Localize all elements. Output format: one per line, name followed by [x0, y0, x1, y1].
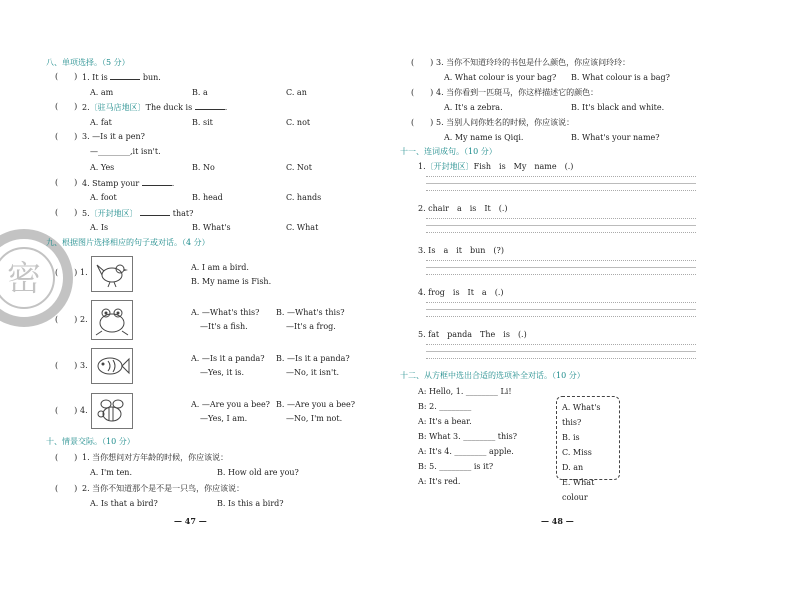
bird-picture: [91, 256, 133, 292]
option-a: A. What colour is your bag?: [444, 73, 557, 82]
option-a: A. foot: [90, 193, 117, 202]
question-3: 3. 当你不知道玲玲的书包是什么颜色，你应该问玲玲：: [436, 58, 631, 67]
option-item: A. What's this?: [562, 403, 601, 427]
section-9-title: 九、根据图片选择相应的句子或对话。（4 分）: [46, 238, 210, 247]
picture-number: 2.: [80, 315, 88, 324]
option-b: B. What colour is a bag?: [571, 73, 670, 82]
answer-paren: ( ): [55, 72, 78, 81]
writing-lines: [426, 296, 696, 317]
section-11-title: 十一、连词成句。（10 分）: [400, 147, 497, 156]
fish-picture: [91, 348, 133, 384]
option-c: C. not: [286, 118, 311, 127]
region-tag: 〔开封地区〕: [89, 209, 138, 218]
sentence-1-words: 1.〔开封地区〕Fish is My name (.): [418, 162, 574, 171]
option-b: B. It's black and white.: [571, 103, 665, 112]
option-a: A. I'm ten.: [90, 468, 132, 477]
option-c: C. hands: [286, 193, 322, 202]
dialogue-line: B: What 3. ________ this?: [418, 432, 518, 441]
question-3: 3. —Is it a pen?: [82, 132, 145, 141]
writing-lines: [426, 212, 696, 233]
answer-paren: ( ): [55, 315, 78, 324]
option-b-line2: —No, it isn't.: [286, 368, 339, 377]
writing-lines: [426, 338, 696, 359]
dialogue-line: A: It's a bear.: [418, 417, 472, 426]
option-item: D. an: [562, 463, 584, 472]
writing-lines: [426, 170, 696, 191]
question-2: 2.〔驻马店地区〕The duck is .: [82, 103, 228, 112]
frog-picture: [91, 300, 133, 340]
dialogue-line: A: It's red.: [418, 477, 461, 486]
option-b: B. Is this a bird?: [217, 499, 284, 508]
svg-text:密: 密: [7, 259, 41, 299]
option-a: A. Is: [90, 223, 109, 232]
option-item: B. is: [562, 433, 580, 442]
page-number-right: — 48 —: [541, 516, 574, 526]
answer-paren: ( ): [55, 208, 78, 217]
option-c: C. Not: [286, 163, 312, 172]
option-c: C. What: [286, 223, 319, 232]
question-5: 5. 当别人问你姓名的时候，你应该说：: [436, 118, 575, 127]
section-10-title: 十、情景交际。（10 分）: [46, 437, 135, 446]
answer-paren: ( ): [55, 102, 78, 111]
blank: [110, 72, 140, 80]
option-b: B. sit: [192, 118, 213, 127]
sentence-3-words: 3. Is a it bun (?): [418, 246, 504, 255]
section-8-title: 八、单项选择。（5 分）: [46, 58, 130, 67]
option-a-line2: —It's a fish.: [200, 322, 248, 331]
option-b: B. My name is Fish.: [191, 277, 272, 286]
option-c: C. an: [286, 88, 307, 97]
option-a: A. Is that a bird?: [90, 499, 158, 508]
option-a: A. am: [90, 88, 114, 97]
answer-paren: ( ): [411, 118, 434, 127]
sentence-4-words: 4. frog is It a (.): [418, 288, 504, 297]
option-b-line2: —It's a frog.: [286, 322, 336, 331]
page-number-left: — 47 —: [174, 516, 207, 526]
question-4: 4. Stamp your .: [82, 179, 175, 188]
dialogue-line: A: It's 4. ________ apple.: [418, 447, 514, 456]
sentence-2-words: 2. chair a is It (.): [418, 204, 508, 213]
dialogue-line: A: Hello, 1. ________ Li!: [418, 387, 512, 396]
option-b-line1: B. —Is it a panda?: [276, 354, 350, 363]
picture-number: 3.: [80, 361, 88, 370]
question-1: 1. It is bun.: [82, 73, 161, 82]
options-box: [556, 396, 620, 502]
option-b-line1: B. —What's this?: [276, 308, 345, 317]
option-a-line2: —Yes, I am.: [200, 414, 248, 423]
region-tag: 〔开封地区〕: [425, 162, 474, 171]
option-a-line1: A. —Is it a panda?: [191, 354, 265, 363]
option-a: A. Yes: [90, 163, 115, 172]
answer-paren: ( ): [411, 88, 434, 97]
dialogue-line: B: 5. ________ is it?: [418, 462, 494, 471]
question-1: 1. 当你想问对方年龄的时候，你应该说：: [82, 453, 229, 462]
option-b-line1: B. —Are you a bee?: [276, 400, 356, 409]
option-a-line2: —Yes, it is.: [200, 368, 245, 377]
question-5: 5.〔开封地区〕 that?: [82, 209, 194, 218]
option-b-line2: —No, I'm not.: [286, 414, 343, 423]
answer-paren: ( ): [55, 132, 78, 141]
option-a-line1: A. —What's this?: [191, 308, 260, 317]
dialogue-line: B: 2. ________: [418, 402, 472, 411]
writing-lines: [426, 254, 696, 275]
question-3-reply: —________,it isn't.: [90, 147, 161, 156]
option-b: B. What's: [192, 223, 231, 232]
option-b: B. How old are you?: [217, 468, 299, 477]
answer-paren: ( ): [55, 484, 78, 493]
sentence-5-words: 5. fat panda The is (.): [418, 330, 527, 339]
answer-paren: ( ): [55, 406, 78, 415]
answer-paren: ( ): [55, 453, 78, 462]
question-2: 2. 当你不知道那个是不是一只鸟，你应该说：: [82, 484, 245, 493]
option-a-line1: A. —Are you a bee?: [191, 400, 270, 409]
option-a: A. I am a bird.: [191, 263, 249, 272]
option-b: B. No: [192, 163, 215, 172]
section-12-title: 十二、从方框中选出合适的选项补全对话。（10 分）: [400, 371, 585, 380]
bee-picture: [91, 393, 133, 429]
option-item: C. Miss: [562, 448, 592, 457]
answer-paren: ( ): [411, 58, 434, 67]
region-tag: 〔驻马店地区〕: [89, 103, 146, 112]
answer-paren: ( ): [55, 268, 78, 277]
picture-number: 4.: [80, 406, 88, 415]
question-4: 4. 当你看到一匹斑马，你这样描述它的颜色：: [436, 88, 599, 97]
option-b: B. head: [192, 193, 223, 202]
option-b: B. a: [192, 88, 208, 97]
option-a: A. fat: [90, 118, 112, 127]
option-b: B. What's your name?: [571, 133, 660, 142]
answer-paren: ( ): [55, 178, 78, 187]
answer-paren: ( ): [55, 361, 78, 370]
option-a: A. It's a zebra.: [444, 103, 503, 112]
option-item: E. What colour: [562, 478, 595, 502]
picture-number: 1.: [80, 268, 88, 277]
option-a: A. My name is Qiqi.: [444, 133, 524, 142]
